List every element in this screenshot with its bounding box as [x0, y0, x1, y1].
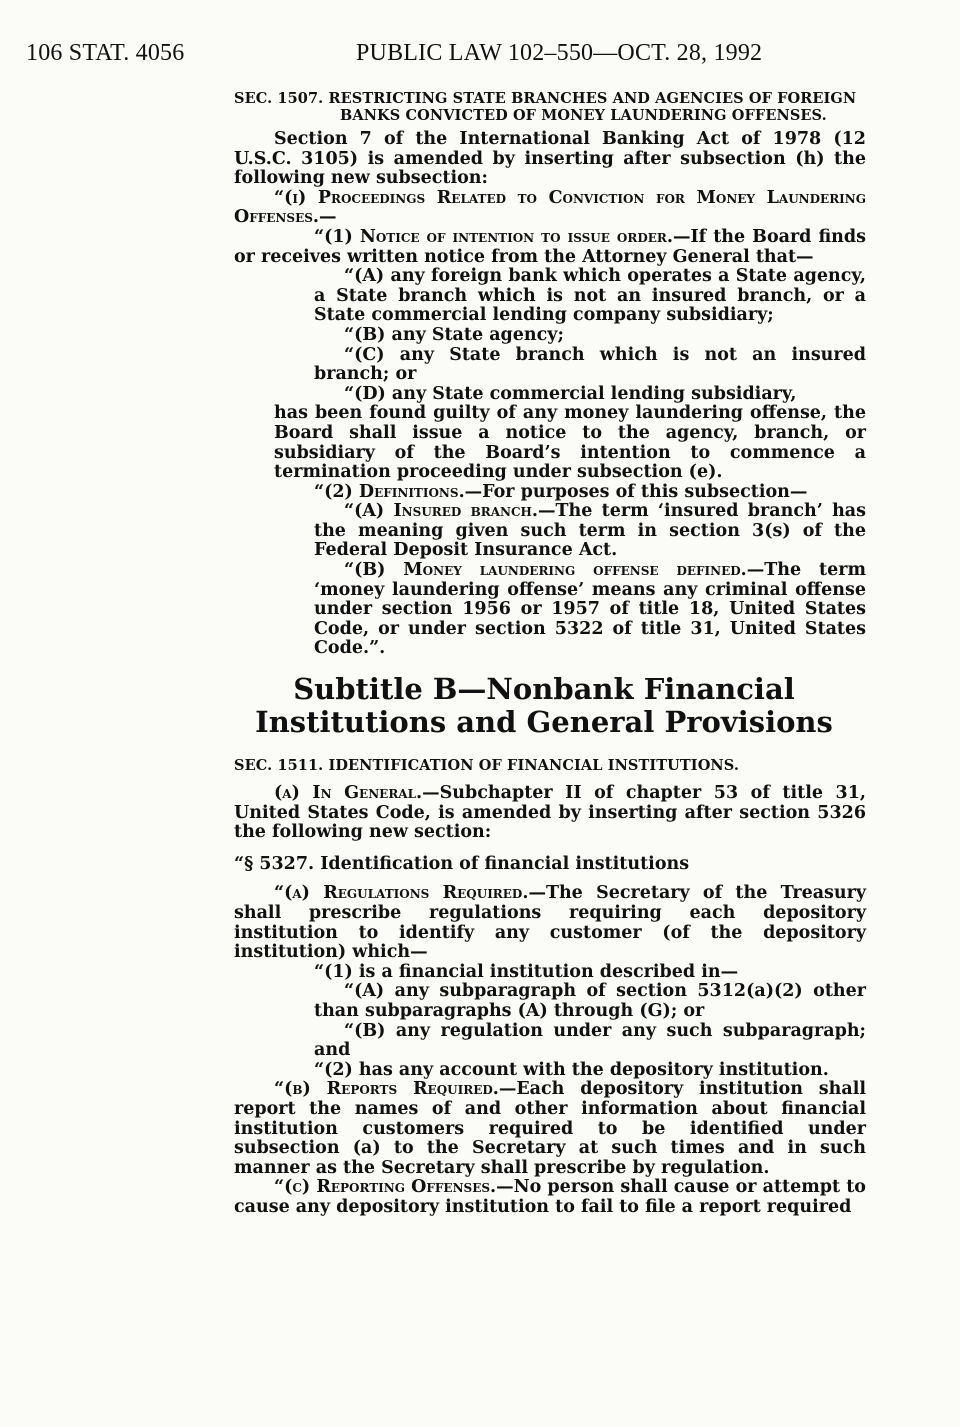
document-body — [234, 90, 866, 1218]
reporting-offenses-text: —No person shall cause or attempt to cause any depository institution to fail to file a report required — [234, 1177, 866, 1217]
subsection-a-text: —Subchapter II of chapter 53 of title 31, United States Code, is amended by inserting after section 5326 the following new section: — [234, 783, 866, 843]
definition-B-text: —The term ‘money laundering offense’ means any criminal offense under section 1956 or 1957 of title 18, United States Code, or under section 5322 of title 31, United States Code.”. — [314, 560, 866, 659]
definition-A — [234, 502, 866, 561]
subsection-i-heading — [234, 189, 866, 228]
statute-citation: 106 STAT. 4056 — [26, 40, 185, 66]
item-B: “(B) any regulation under any such subparagraph; and — [314, 1020, 866, 1061]
subsection-a-general — [234, 784, 866, 843]
reports-required-lead: “(b) Reports Required. — [274, 1079, 499, 1100]
item-1: “(1) is a financial institution described in— — [314, 961, 739, 982]
paragraph-1-text: —If the Board finds or receives written notice from the Attorney General that— — [234, 226, 866, 267]
item-A: “(A) any subparagraph of section 5312(a)(2) other than subparagraphs (A) through (G); or — [314, 981, 866, 1021]
subtitle-line-2: Institutions and General Provisions — [255, 705, 833, 740]
paragraph-2-text: —For purposes of this subsection— — [464, 481, 808, 502]
after-clause-D: has been found guilty of any money laundering offense, the Board shall issue a notice to the agency, branch, or subsidiary of the Board’s intention to commence a termination proceeding under subsection (e). — [274, 403, 866, 483]
paragraph-1 — [234, 228, 866, 267]
subsection-a-lead: (a) In General. — [274, 783, 423, 804]
reports-required-text: —Each depository institution shall report the names of and other information about financial institution customers required to be identified under subsection (a) to the Secretary at such times and in such manner as the Secretary shall prescribe by regulation. — [234, 1079, 866, 1178]
definition-B — [234, 561, 866, 659]
section-1511-heading: SEC. 1511. IDENTIFICATION OF FINANCIAL INSTITUTIONS. — [234, 757, 739, 775]
reports-required — [234, 1080, 866, 1178]
clause-C: “(C) any State branch which is not an insured branch; or — [314, 344, 866, 385]
definition-A-text: —The term ‘insured branch’ has the meaning given such term in section 3(s) of the Federal Deposit Insurance Act. — [314, 501, 866, 561]
reporting-offenses-lead: “(c) Reporting Offenses. — [274, 1177, 497, 1198]
section-5327-title: “§ 5327. Identification of financial institutions — [234, 853, 690, 874]
subtitle-heading — [222, 673, 866, 739]
definition-B-lead: “(B) Money laundering offense defined. — [344, 560, 747, 581]
public-law-citation: PUBLIC LAW 102–550—OCT. 28, 1992 — [356, 40, 763, 66]
clause-B: “(B) any State agency; — [344, 324, 564, 345]
item-2: “(2) has any account with the depository institution. — [314, 1059, 829, 1080]
regulations-required-text: —The Secretary of the Treasury shall prescribe regulations requiring each depository institution to identify any customer (of the depository institution) which— — [234, 883, 867, 963]
section-1507-heading: SEC. 1507. RESTRICTING STATE BRANCHES AND AGENCIES OF FOREIGN BANKS CONVICTED OF MONEY LAUNDERING OFFENSES. — [234, 90, 857, 124]
regulations-required — [234, 884, 866, 962]
clause-D: “(D) any State commercial lending subsidiary, — [344, 383, 797, 404]
paragraph-1-lead: “(1) Notice of intention to issue order. — [314, 226, 673, 247]
paragraph-2 — [234, 483, 866, 503]
section-1507-intro: Section 7 of the International Banking Act of 1978 (12 U.S.C. 3105) is amended by inserting after subsection (h) the following new subsection: — [234, 129, 866, 189]
definition-A-lead: “(A) Insured branch. — [344, 501, 538, 522]
subsection-i-heading-text: “(i) Proceedings Related to Conviction for Money Laundering Offenses.— — [234, 187, 866, 228]
paragraph-2-lead: “(2) Definitions. — [314, 481, 465, 502]
regulations-required-lead: “(a) Regulations Required. — [274, 883, 529, 904]
clause-A: “(A) any foreign bank which operates a State agency, a State branch which is not an insured branch, or a State commercial lending company subsidiary; — [314, 266, 866, 326]
subtitle-line-1: Subtitle B—Nonbank Financial — [293, 672, 795, 707]
reporting-offenses — [234, 1178, 866, 1217]
